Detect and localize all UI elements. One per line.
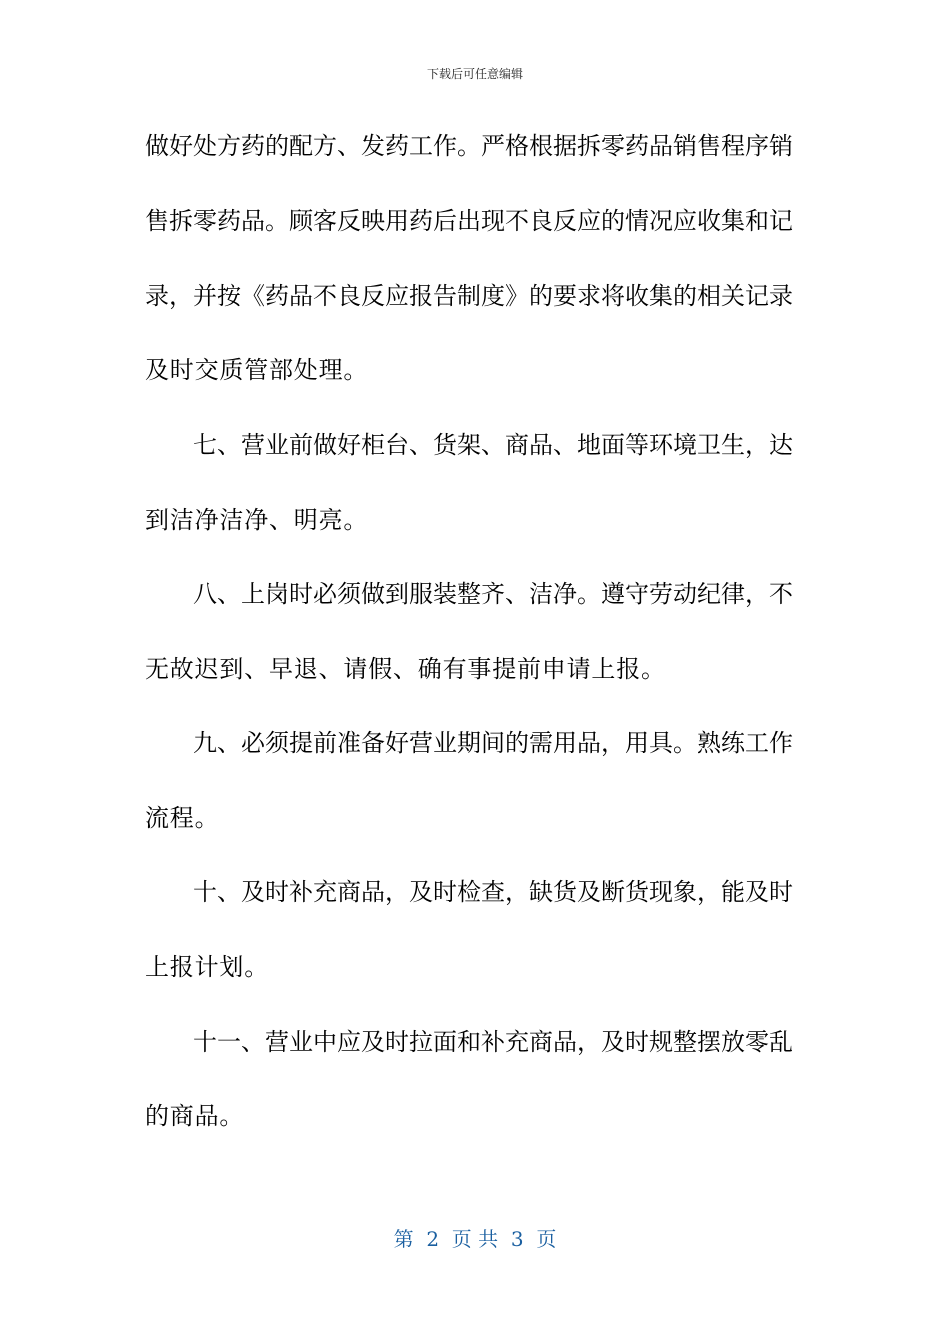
body-line: 录，并按《药品不良反应报告制度》的要求将收集的相关记录 [145,282,793,310]
body-line: 售拆零药品。顾客反映用药后出现不良反应的情况应收集和记 [145,207,793,235]
body-line: 的商品。 [145,1102,245,1130]
paragraph-ten-start: 十、及时补充商品，及时检查，缺货及断货现象，能及时 [193,878,793,906]
paragraph-seven-start: 七、营业前做好柜台、货架、商品、地面等环境卫生，达 [193,431,793,459]
page-number-footer: 第 2 页 共 3 页 [393,1227,557,1251]
paragraph-eight-start: 八、上岗时必须做到服装整齐、洁净。遵守劳动纪律，不 [193,580,793,608]
body-line: 上报计划。 [145,953,269,981]
body-line: 及时交质管部处理。 [145,356,369,384]
header-note: 下载后可任意编辑 [426,67,523,81]
body-line: 做好处方药的配方、发药工作。严格根据拆零药品销售程序销 [145,132,793,160]
body-line: 流程。 [145,804,220,832]
body-line: 到洁净洁净、明亮。 [145,506,369,534]
body-line: 无故迟到、早退、请假、确有事提前申请上报。 [145,655,666,683]
paragraph-nine-start: 九、必须提前准备好营业期间的需用品，用具。熟练工作 [193,729,793,757]
paragraph-eleven-start: 十一、营业中应及时拉面和补充商品，及时规整摆放零乱 [193,1028,793,1056]
